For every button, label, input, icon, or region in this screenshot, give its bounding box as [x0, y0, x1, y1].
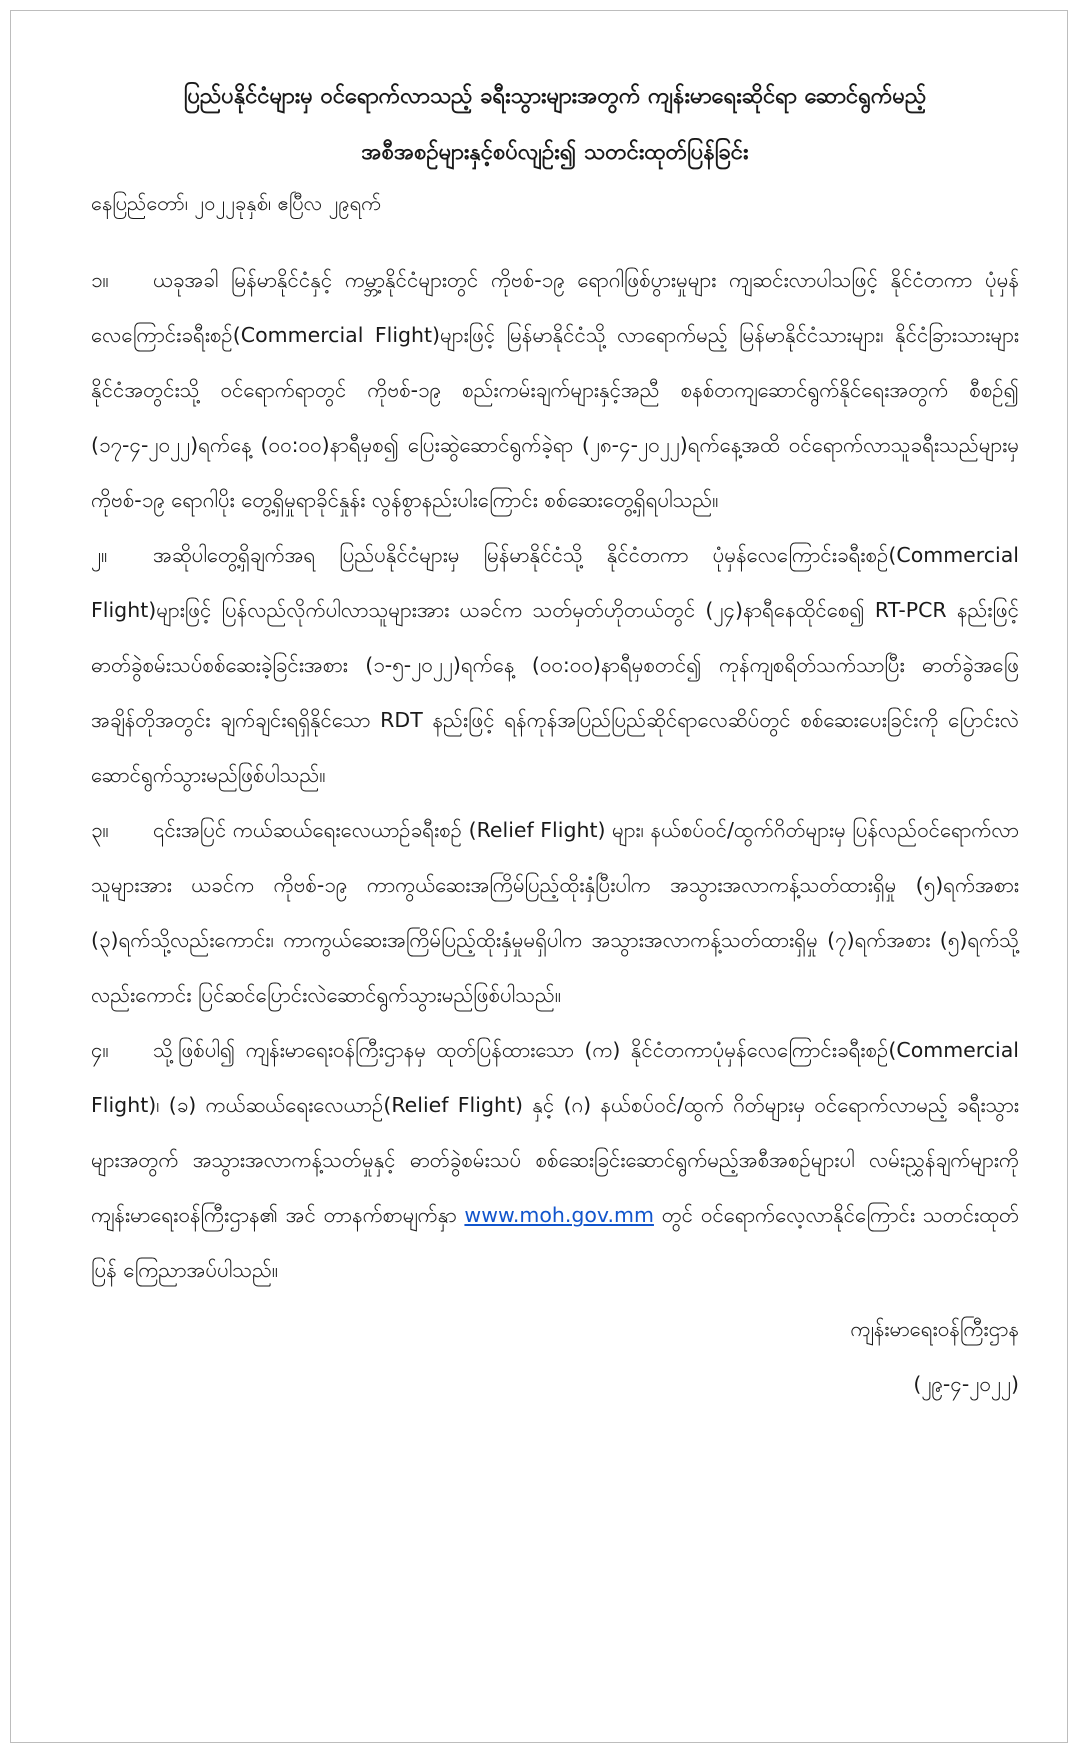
- paragraph-text: ယခုအခါ မြန်မာနိုင်ငံနှင့် ကမ္ဘာ့နိုင်ငံများတွင် ကိုဗစ်-၁၉ ရောဂါဖြစ်ပွားမှုများ ကျဆင်းလာပါသဖြင့် နိုင်ငံတကာ ပုံမှန်လေကြောင်းခရီးစဉ်(Commercial Flight)များဖြင့် မြန်မာနိုင်ငံသို့ လာရောက်မည့် မြန်မာနိုင်ငံသားများ၊ နိုင်ငံခြားသားများ နိုင်ငံအတွင်းသို့ ဝင်ရောက်ရာတွင် ကိုဗစ်-၁၉ စည်းကမ်းချက်များနှင့်အညီ စနစ်တကျဆောင်ရွက်နိုင်ရေးအတွက် စီစဉ်၍ (၁၇-၄-၂၀၂၂)ရက်နေ့ (၀၀:၀၀)နာရီမှစ၍ ပြေးဆွဲဆောင်ရွက်ခဲ့ရာ (၂၈-၄-၂၀၂၂)ရက်နေ့အထိ ဝင်ရောက်လာသူခရီးသည်များမှ ကိုဗစ်-၁၉ ရောဂါပိုး တွေ့ရှိမှုရာခိုင်နှုန်း လွန်စွာနည်းပါးကြောင်း စစ်ဆေးတွေ့ရှိရပါသည်။: [91, 268, 1019, 512]
- paragraph-3: [91, 803, 1019, 1023]
- paragraph-text-after-link: တွင် ဝင်ရောက်လေ့လာနိုင်ကြောင်း သတင်းထုတ်ပြန် ကြေညာအပ်ပါသည်။: [91, 1203, 1019, 1282]
- paragraph-2: [91, 528, 1019, 803]
- paragraph-number: ၂။: [91, 543, 108, 567]
- paragraph-text-before-link: သို့ဖြစ်ပါ၍ ကျန်းမာရေးဝန်ကြီးဌာနမှ ထုတ်ပြန်ထားသော (က) နိုင်ငံတကာပုံမှန်လေကြောင်းခရီးစဉ်(Commercial Flight)၊ (ခ) ကယ်ဆယ်ရေးလေယာဉ်(Relief Flight) နှင့် (ဂ) နယ်စပ်ဝင်/ထွက် ဂိတ်များမှ ဝင်ရောက်လာမည့် ခရီးသွားများအတွက် အသွားအလာကန့်သတ်မှုနှင့် ဓာတ်ခွဲစမ်းသပ် စစ်ဆေးခြင်းဆောင်ရွက်မည့်အစီအစဉ်များပါ လမ်းညွှန်ချက်များကို ကျန်းမာရေးဝန်ကြီးဌာန၏ အင် တာနက်စာမျက်နှာ: [91, 1038, 1019, 1227]
- paragraph-number: ၃။: [91, 818, 109, 842]
- document-title-line-1: ပြည်ပနိုင်ငံများမှ ဝင်ရောက်လာသည့် ခရီးသွားများအတွက် ကျန်းမာရေးဆိုင်ရာ ဆောင်ရွက်မည့်: [183, 84, 927, 109]
- paragraph-text: ၎င်းအပြင် ကယ်ဆယ်ရေးလေယာဉ်ခရီးစဉ် (Relief Flight) များ၊ နယ်စပ်ဝင်/ထွက်ဂိတ်များမှ ပြန်လည်ဝင်ရောက်လာသူများအား ယခင်က ကိုဗစ်-၁၉ ကာကွယ်ဆေးအကြိမ်ပြည့်ထိုးနှံပြီးပါက အသွားအလာကန့်သတ်ထားရှိမှု (၅)ရက်အစား (၃)ရက်သို့လည်းကောင်း၊ ကာကွယ်ဆေးအကြိမ်ပြည့်ထိုးနှံမှုမရှိပါက အသွားအလာကန့်သတ်ထားရှိမှု (၇)ရက်အစား (၅)ရက်သို့လည်းကောင်း ပြင်ဆင်ပြောင်းလဲဆောင်ရွက်သွားမည်ဖြစ်ပါသည်။: [91, 818, 1019, 1007]
- moh-website-link[interactable]: www.moh.gov.mm: [464, 1203, 654, 1227]
- signature-date: (၂၉-၄-၂၀၂၂): [913, 1372, 1019, 1396]
- paragraph-4: [91, 1023, 1019, 1298]
- paragraph-1: [91, 253, 1019, 528]
- paragraph-number: ၁။: [91, 268, 109, 292]
- paragraph-text: အဆိုပါတွေ့ရှိချက်အရ ပြည်ပနိုင်ငံများမှ မြန်မာနိုင်ငံသို့ နိုင်ငံတကာ ပုံမှန်လေကြောင်းခရီးစဉ်(Commercial Flight)များဖြင့် ပြန်လည်လိုက်ပါလာသူများအား ယခင်က သတ်မှတ်ဟိုတယ်တွင် (၂၄)နာရီနေထိုင်စေ၍ RT-PCR နည်းဖြင့် ဓာတ်ခွဲစမ်းသပ်စစ်ဆေးခဲ့ခြင်းအစား (၁-၅-၂၀၂၂)ရက်နေ့ (၀၀:၀၀)နာရီမှစတင်၍ ကုန်ကျစရိတ်သက်သာပြီး ဓာတ်ခွဲအဖြေ အချိန်တိုအတွင်း ချက်ချင်းရရှိနိုင်သော RDT နည်းဖြင့် ရန်ကုန်အပြည်ပြည်ဆိုင်ရာလေဆိပ်တွင် စစ်ဆေးပေးခြင်းကို ပြောင်းလဲဆောင်ရွက်သွားမည်ဖြစ်ပါသည်။: [91, 543, 1019, 787]
- document-content: [91, 69, 1019, 1412]
- document-dateline: နေပြည်တော်၊ ၂၀၂၂ခုနှစ်၊ ဧပြီလ ၂၉ရက်: [91, 191, 381, 215]
- document-page: [10, 10, 1068, 1743]
- signature-ministry: ကျန်းမာရေးဝန်ကြီးဌာန: [850, 1317, 1019, 1341]
- document-title-line-2: အစီအစဉ်များနှင့်စပ်လျဉ်း၍ သတင်းထုတ်ပြန်ခြင်း: [361, 140, 749, 165]
- paragraph-number: ၄။: [91, 1038, 109, 1062]
